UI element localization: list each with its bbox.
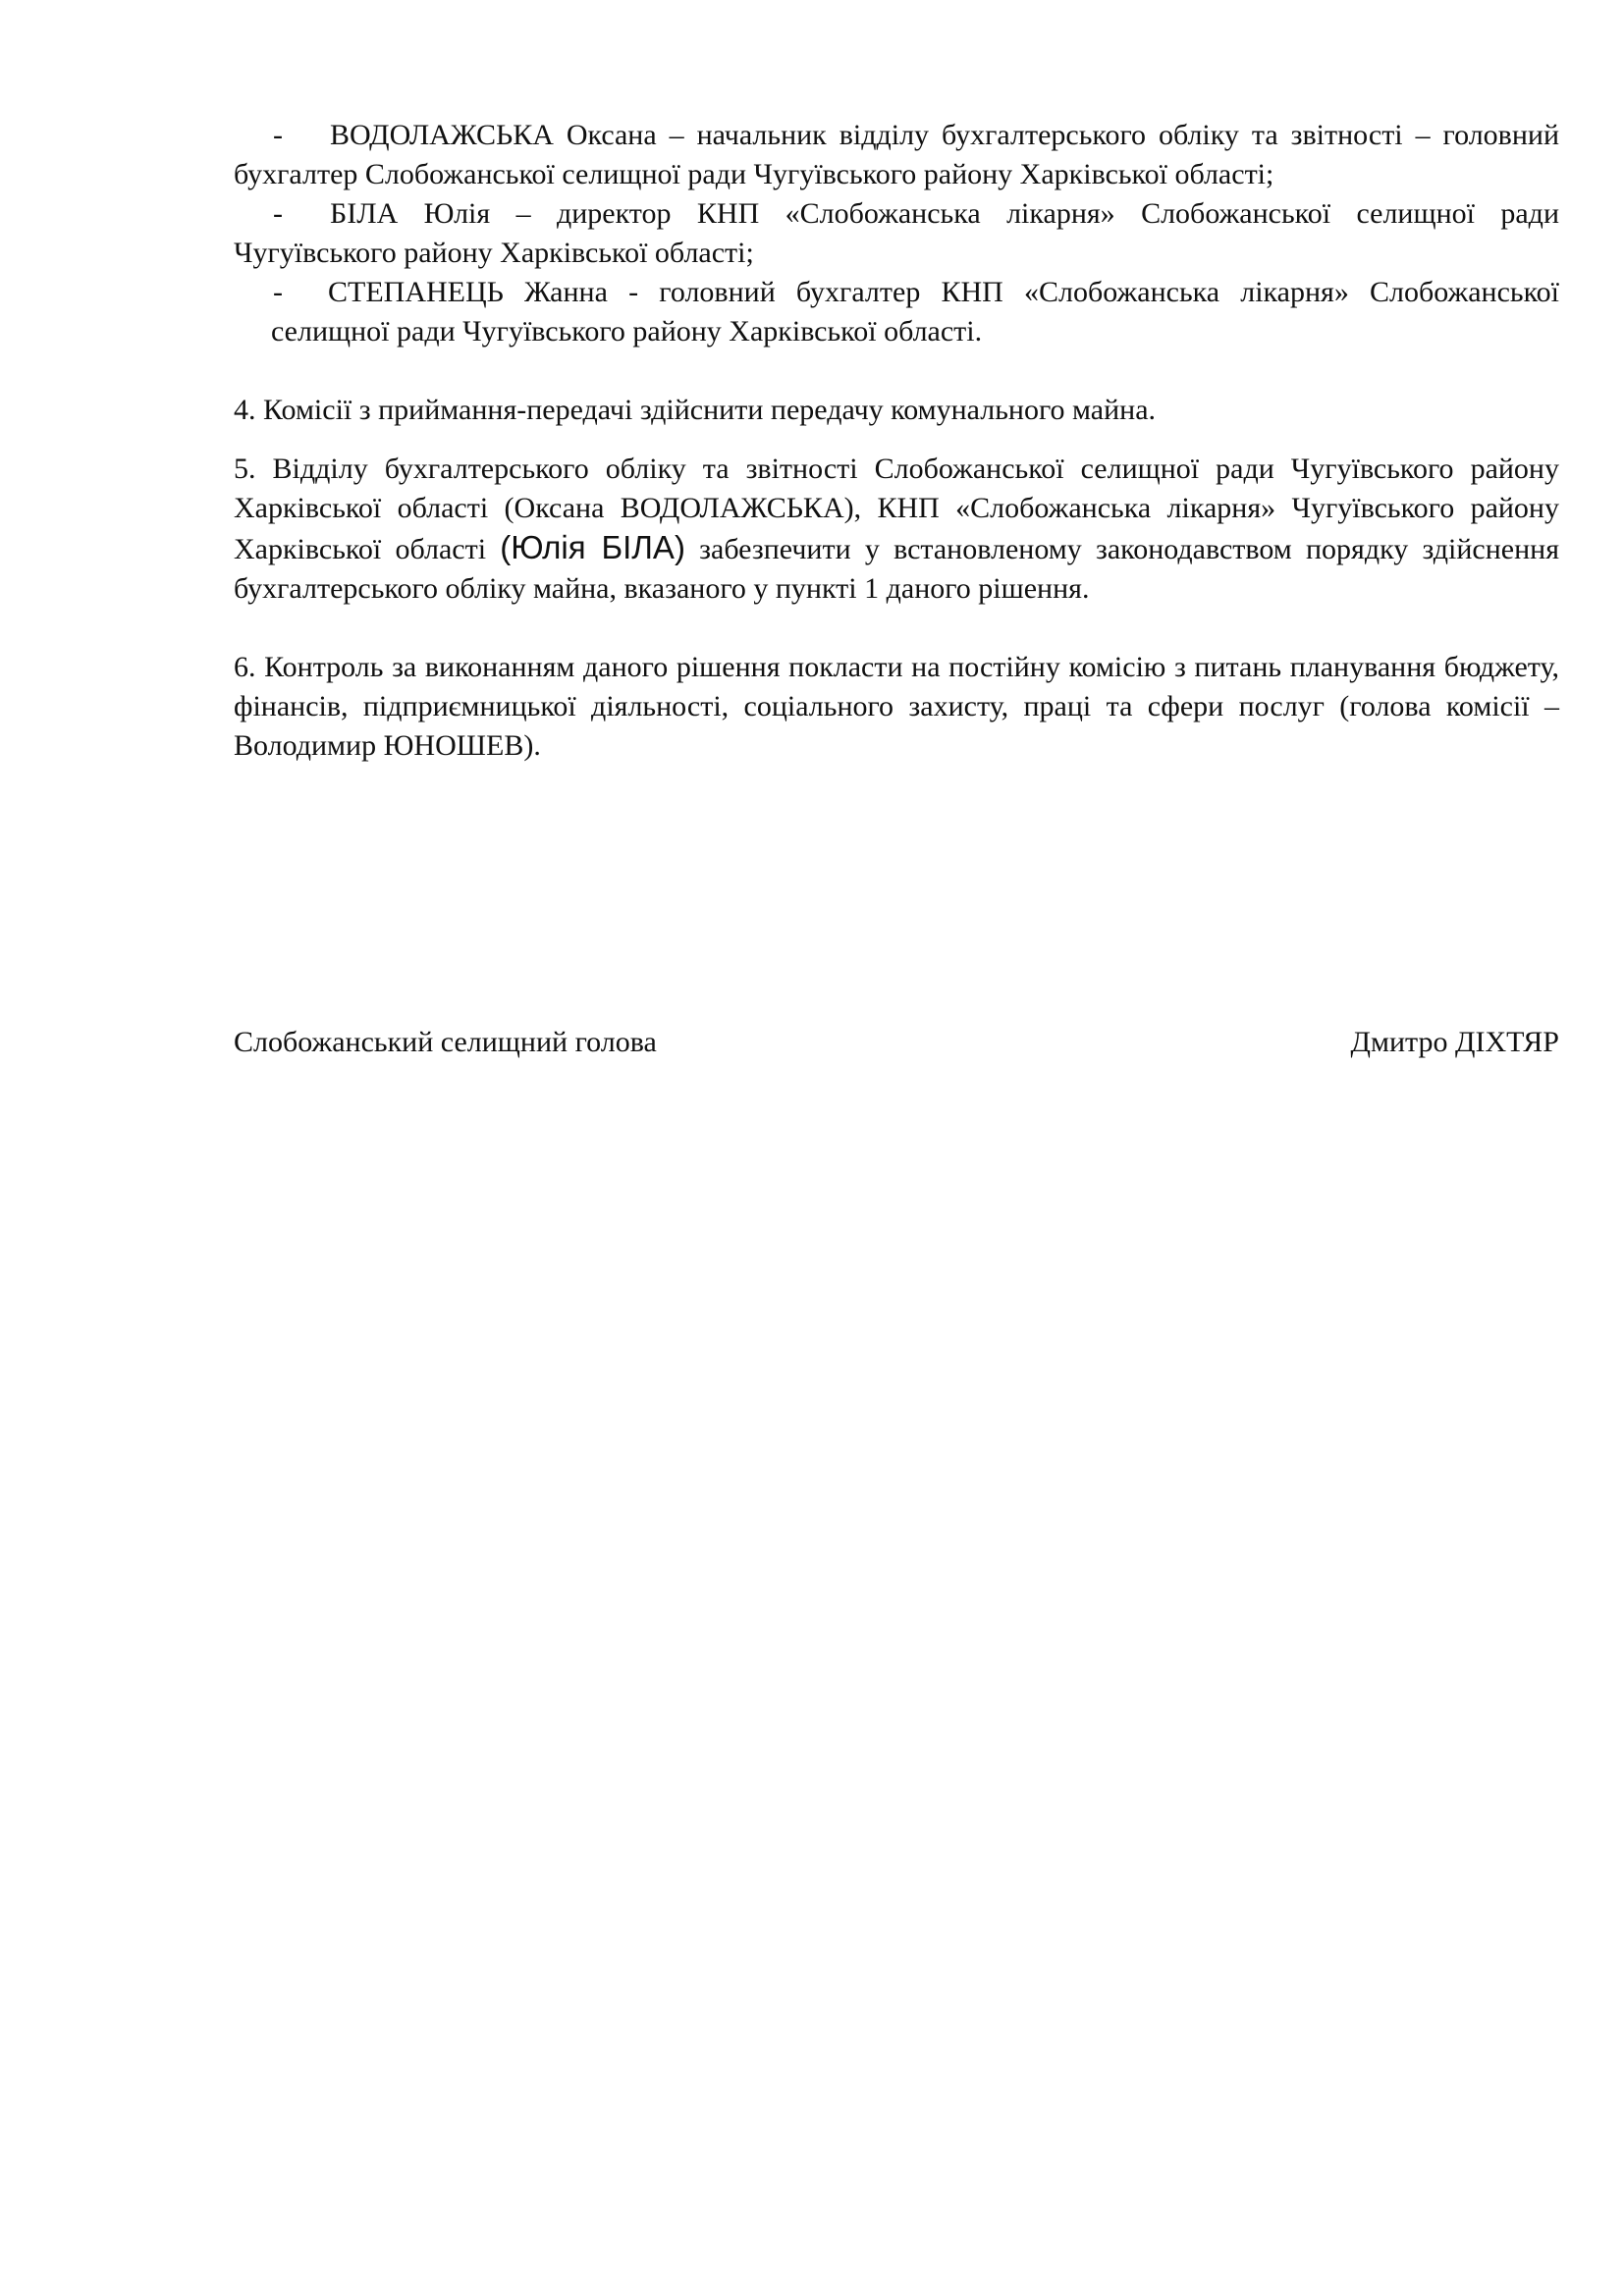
list-dash: - (273, 119, 283, 151)
list-item-text: СТЕПАНЕЦЬ Жанна - головний бухгалтер КНП «Слобожанська лікарня» Слобожанської селищної ради Чугуївського району Харківської області. (271, 276, 1559, 347)
paragraph-item-4: 4. Комісії з приймання-передачі здійснити передачу комунального майна. (234, 394, 1157, 426)
paragraph-item-6: 6. Контроль за виконанням даного рішення покласти на постійну комісію з питань планування бюджету, фінансів, підприємницької діяльності, соціального захисту, праці та сфери послуг (голова комісії – Володимир ЮНОШЕВ). (234, 651, 1559, 762)
signatory-name: Дмитро ДІХТЯР (1350, 1026, 1559, 1058)
list-item (234, 194, 1559, 273)
list-item-text: ВОДОЛАЖСЬКА Оксана – начальник відділу бухгалтерського обліку та звітності – головний бухгалтер Слобожанської селищної ради Чугуївського району Харківської області; (234, 119, 1559, 190)
signature-block (234, 1023, 1559, 1062)
list-item (234, 273, 1559, 351)
list-dash: - (273, 276, 283, 308)
item-5-text-start: 5. Відділу бухгалтерського обліку та звітності Слобожанської селищної ради Чугуївського району Харківської області (Оксана ВОДОЛАЖСЬКА), КНП «Слобожанська лікарня» Чугуївського району Харківської області (234, 453, 1559, 565)
document-body (234, 116, 1559, 766)
item-5-text-end: забезпечити у встановленому законодавством порядку здійснення бухгалтерського обліку майна, вказаного у пункті 1 даного рішення. (234, 533, 1559, 605)
list-item (234, 116, 1559, 194)
signatory-position: Слобожанський селищний голова (234, 1026, 657, 1058)
paragraph-item-5 (234, 450, 1559, 609)
list-dash: - (273, 197, 283, 230)
item-5-name: (Юлія БІЛА) (500, 529, 685, 565)
list-item-text: БІЛА Юлія – директор КНП «Слобожанська лікарня» Слобожанської селищної ради Чугуївського району Харківської області; (234, 197, 1559, 269)
